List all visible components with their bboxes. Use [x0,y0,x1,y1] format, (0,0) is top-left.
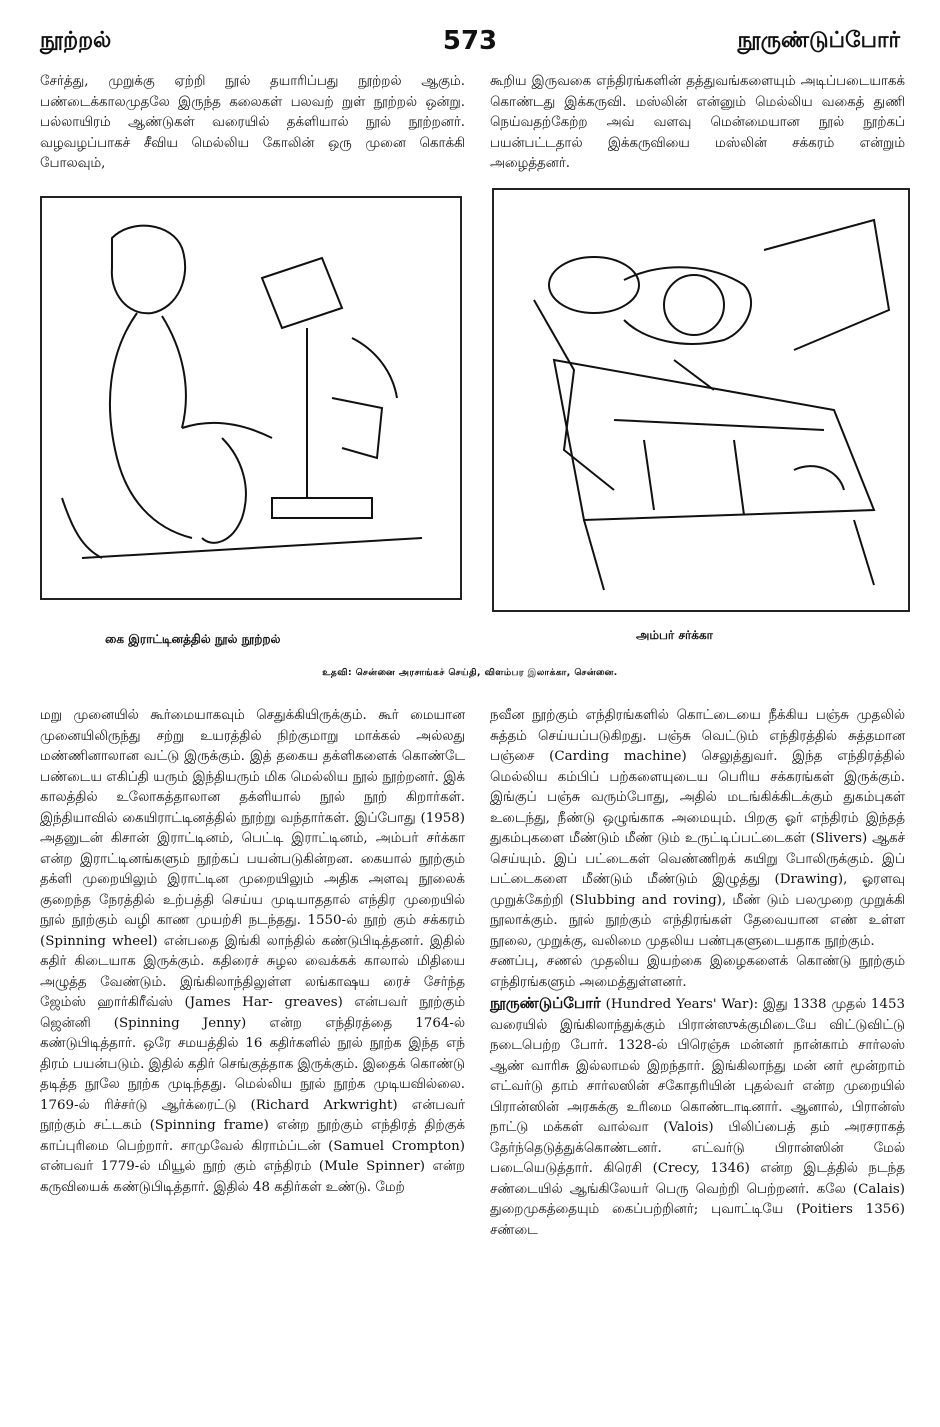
paragraph: நவீன நூற்கும் எந்திரங்களில் கொட்டையை நீக்கிய பஞ்சு முதலில் சுத்தம் செய்யப்படுகிறது. பஞ்சு வெட்டும் எந்திரத்தில் சுத்தமான பஞ்சை (Carding machine) செலுத்துவர். இந்த எந்திரத்தில் மெல்லிய கம்பிப் பற்களையுடைய பெரிய சக்கரங்கள் இருக்கும். இங்குப் பஞ்சு வரும்போது, அதில் மடங்கிக்கிடக்கும் துகம்புகள் உடைந்து, நீண்டு ஒழுங்காக அமையும். பிறகு ஓர் எந்திரம் இந்தத் துகம்புகளை மீண்டும் மீண் டும் உருட்டிப்பட்டைகள் (Slivers) ஆகச் செய்யும். இப் பட்டைகள் வெண்ணிறக் கயிறு போலிருக்கும். இப் பட்டைகளை மீண்டும் மீண்டும் இழுத்து (Drawing), ஓரளவு முறுக்கேற்றி (Slubbing and roving), மீண் டும் பலமுறை முறுக்கி நூலாக்கும். நூல் நூற்கும் எந்திரங்கள் தேவையான எண் உள்ள நூலை, முறுக்கு, வலிமை முதலிய பண்புகளுடையதாக நூற்கும். [490,708,905,949]
figure-caption-left: கை இராட்டினத்தில் நூல் நூற்றல் [105,632,281,646]
column-right-bottom [490,706,905,1241]
entry-paragraph [490,993,905,1241]
photo-credit: உதவி: சென்னை அரசாங்கச் செய்தி, விளம்பர இலாக்கா, சென்னை. [322,668,618,678]
figure-ambar-charkha [492,188,910,612]
paragraph: கூறிய இருவகை எந்திரங்களின் தத்துவங்களையும் அடிப்படையாகக் கொண்டது இக்கருவி. மஸ்லின் என்னும் மெல்லிய வகைத் துணி நெய்வதற்கேற்ற அவ் வளவு மென்மையான நூல் நூற்கப் பயன்பட்டதால் இக்கருவியை மஸ்லின் சக்கரம் என்றும் அழைத்தனர். [490,74,905,171]
hand-spinning-illustration [42,198,456,594]
paragraph: சணப்பு, சணல் முதலிய இயற்கை இழைகளைக் கொண்டு நூற்கும் எந்திரங்களும் அமைத்துள்ளனர். [490,954,905,990]
running-head-right: நூருண்டுப்போர் [737,28,900,53]
figure-caption-right: அம்பர் சர்க்கா [636,628,713,642]
ambar-charkha-illustration [494,190,904,606]
entry-title: நூருண்டுப்போர் [490,994,601,1012]
column-left-bottom [40,706,465,1198]
running-head-left: நூற்றல் [40,28,112,53]
paragraph: மறு முனையில் கூர்மையாகவும் செதுக்கியிருக்கும். கூர் மையான முனையிலிருந்து சற்று உயரத்தில் நிற்குமாறு மாக்கல் அல்லது மண்ணினாலான வட்டு இருக்கும். இத் தகைய தக்ளிகளைக் கொண்டே பண்டைய எகிப்தி யரும் இந்தியரும் மிக மெல்லிய நூல் நூற்றனர். இக் காலத்தில் உலோகத்தாலான தக்ளியால் நூல் நூற் கிறார்கள். இந்தியாவில் கையிராட்டினத்தில் நூற்று வந்தார்கள். இப்போது (1958) அதனுடன் கிசான் இராட்டினம், பெட்டி இராட்டினம், அம்பர் சர்க்கா என்ற இராட்டினங்களும் நூற்கப் பயன்படுகின்றன. கையால் நூற்கும் தக்ளி முறையிலும் இராட்டின முறையிலும் அதிக அளவு நூலைக் குறைந்த நேரத்தில் உற்பத்தி செய்ய முடியாததால் எந்திர முறையில் நூல் நூற்கும் வழி காண முயற்சி நடந்தது. 1550-ல் நூற் கும் சக்கரம் (Spinning wheel) என்பதை இங்கி லாந்தில் கண்டுபிடித்தனர். இதில் கதிர் கிடையாக இருக்கும். கதிரைச் சுழல வைக்கக் காலால் மிதியை அழுத்த வேண்டும். இங்கிலாந்திலுள்ள லங்காஷய ரைச் சேர்ந்த ஜேம்ஸ் ஹார்கிரீவ்ஸ் (James Har- greaves) என்பவர் நூற்கும் ஜென்னி (Spinning Jenny) என்ற எந்திரத்தை 1764-ல் கண்டுபிடித்தார். ஒரே சமயத்தில் 16 கதிர்களில் நூல் நூற்க இந்த எந் திரம் பயன்படும். இதில் கதிர் செங்குத்தாக இருக்கும். இதைக் கொண்டு தடித்த நூலே நூற்க முடிந்தது. மெல்லிய நூல் நூற்க முடியவில்லை. 1769-ல் ரிச்சர்டு ஆர்க்ரைட்டு (Richard Arkwright) என்பவர் நூற்கும் சட்டகம் (Spinning frame) என்ற நூற்கும் எந்திரத் திற்குக் காப்புரிமை பெற்றார். சாமுவேல் கிராம்ப்டன் (Samuel Crompton) என்பவர் 1779-ல் மியூல் நூற் கும் எந்திரம் (Mule Spinner) என்ற கருவியைக் கண்டுபிடித்தார். இதில் 48 கதிர்கள் உண்டு. மேற் [40,708,465,1195]
page-number: 573 [442,26,498,56]
column-right-top [490,72,905,175]
entry-subtitle: (Hundred Years' War): [605,997,759,1012]
entry-text: இது 1338 முதல் 1453 வரையில் இங்கிலாந்துக்கும் பிரான்ஸுக்குமிடையே விட்டுவிட்டு நடைபெற்ற போர். 1328-ல் பிரெஞ்சு மன்னர் நான்காம் சார்லஸ் ஆண் வாரிசு இல்லாமல் இறந்தார். இங்கிலாந்து மன் னர் மூன்றாம் எட்வர்டு தாம் சார்லஸின் சகோதரியின் புதல்வர் என்ற முறையில் பிரான்ஸின் அரசுக்கு உரிமை கொண்டாடினார். ஆனால், பிரான்ஸ் நாட்டு மக்கள் வால்வா (Valois) பிலிப்பைத் தம் அரசராகத் தேர்ந்தெடுத்துக்கொண்டனர். எட்வர்டு பிரான்ஸின் மேல் படையெடுத்தார். கிரெசி (Crecy, 1346) என்ற இடத்தில் நடந்த சண்டையில் ஆங்கிலேயர் பெரு வெற்றி பெற்றனர். கலே (Calais) துறைமுகத்தையும் கைப்பற்றினர்; புவாட்டியே (Poitiers 1356) சண்டை [490,997,906,1238]
figure-hand-spinning-wheel [40,196,462,600]
paragraph: சேர்த்து, முறுக்கு ஏற்றி நூல் தயாரிப்பது நூற்றல் ஆகும். பண்டைக்காலமுதலே இருந்த கலைகள் பலவற் றுள் நூற்றல் ஒன்று. பல்லாயிரம் ஆண்டுகள் வரையில் தக்ளியால் நூல் நூற்றனர். வழவழப்பாகச் சீவிய மெல்லிய கோலின் ஒரு முனை கொக்கி போலவும், [40,74,465,171]
column-left-top [40,72,465,175]
